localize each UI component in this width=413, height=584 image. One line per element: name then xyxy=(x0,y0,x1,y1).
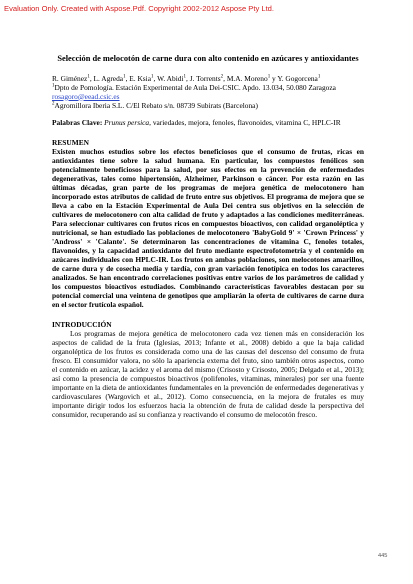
affiliation-marker: 1 xyxy=(267,74,271,80)
introduccion-body: Los programas de mejora genética de melocotonero cada vez tienen más en consideración los aspectos de calidad de la fruta (Iglesias, 2013; Infante et al., 2008) debido a que la baja calidad organoléptica de los frutos es considerada como una de las causas del descenso del consumo de fruta fresco. El consumidor valora, no sólo la apariencia externa del fruto, sino también otros aspectos, como el contenido en azúcar, la acidez y el aroma del mismo (Crisosto y Crisosto, 2005; Delgado et al., 2013); así como la presencia de compuestos bioactivos (polifenoles, vitaminas, minerales) por ser una fuente importante en la dieta de antioxidantes fundamentales en la prevención de enfermedades degenerativas y cardiovasculares (Wargovich et al., 2012). Como consecuencia, en la mejora de frutales es muy importante dirigir todos los esfuerzos hacia la obtención de fruta de calidad desde la perspectiva del consumidor, recuperando así su confianza y reactivando el consumo de melocotón fresco. xyxy=(52,328,364,419)
keywords-text: , variedades, mejora, fenoles, flavonoides, vitamina C, HPLC-IR xyxy=(149,117,341,127)
affiliation-marker: 1 xyxy=(183,74,186,80)
paper-title: Selección de melocotón de carne dura con alto contenido en azúcares y antioxidantes xyxy=(57,54,359,63)
keywords xyxy=(52,118,364,127)
affiliation-2 xyxy=(52,101,364,110)
affiliation-marker: 1 xyxy=(87,74,90,80)
author-name: , M.A. Moreno xyxy=(223,73,268,83)
author-name: R. Giménez xyxy=(52,73,88,83)
affiliation-marker: 1 xyxy=(317,74,321,80)
affiliation-marker: 1 xyxy=(123,74,126,80)
paper-page xyxy=(52,54,364,419)
author-name: , J. Torrents xyxy=(186,73,221,83)
affiliation-text: Dpto de Pomología. Estación Experimental de Aula Dei-CSIC. Apdo. 13.034, 50.080 Zaragoza xyxy=(54,82,336,92)
affiliation-1 xyxy=(52,83,364,92)
author-name: , E. Ksia xyxy=(125,73,152,83)
author-name: , L. Agreda xyxy=(89,73,124,83)
affiliation-number: 1 xyxy=(52,83,55,89)
resumen-heading: RESUMEN xyxy=(52,137,89,147)
author-name: y Y. Gogorcena xyxy=(270,73,318,83)
email-link[interactable]: rosagoro@eead.csic.es xyxy=(52,91,120,101)
affiliation-number: 2 xyxy=(52,101,55,107)
affiliation-marker: 2 xyxy=(220,74,224,80)
resumen-body: Existen muchos estudios sobre los efectos beneficiosos que el consumo de frutas, ricas en antioxidantes tiene sobre la salud humana. En particular, los compuestos fenólicos son potencialmente beneficiosos para la salud, por sus efectos en la prevención de enfermedades degenerativas, tales como hipertensión, Alzheimer, Parkinson o cáncer. Por esta razón en las últimas décadas, gran parte de los programas de mejora genética de melocotonero han incorporado estos atributos de calidad de fruto entre sus objetivos. El programa de mejora que se lleva a cabo en la Estación Experimental de Aula Dei centra sus objetivos en la selección de cultivares de melocotonero con alta calidad de fruto y adaptados a las condiciones mediterráneas. Para seleccionar cultivares con frutos ricos en compuestos bioactivos, con calidad organoléptica y nutricional, se han estudiado las poblaciones de melocotonero 'BabyGold 9' × 'Crown Princess' y 'Andross' × 'Calante'. Se determinaron las concentraciones de vitamina C, fenoles totales, flavonoides, y la capacidad antioxidante del fruto mediante espectrofotometría y el contenido en azúcares individuales con HPLC-IR. Los frutos en ambas poblaciones, son melocotones amarillos, de carne dura y de cosecha media y tardía, con gran variación fenotípica en todos los caracteres analizados. Se han encontrado correlaciones positivas entre varios de los parámetros de calidad y los compuestos bioactivos estudiados. Combinando características favorables destacan por su potencial comercial una veintena de genotipos que ampliarán la oferta de cultivares de carne dura en el sector frutícola español. xyxy=(52,146,364,309)
keywords-species: Prunus persica xyxy=(104,117,150,127)
keywords-label: Palabras Clave: xyxy=(52,117,103,127)
introduccion-heading: INTRODUCCIÓN xyxy=(52,319,112,329)
page-number: 445 xyxy=(378,553,388,559)
author-list xyxy=(52,74,364,83)
email-line xyxy=(52,92,364,101)
affiliation-marker: 1 xyxy=(151,74,154,80)
author-name: , W. Abidi xyxy=(153,73,184,83)
affiliation-text: Agromillora Iberia S.L. C/El Rebato s/n. 08739 Subirats (Barcelona) xyxy=(54,100,258,110)
watermark-text: Evaluation Only. Created with Aspose.Pdf. Copyright 2002-2012 Aspose Pty Ltd. xyxy=(4,4,275,13)
